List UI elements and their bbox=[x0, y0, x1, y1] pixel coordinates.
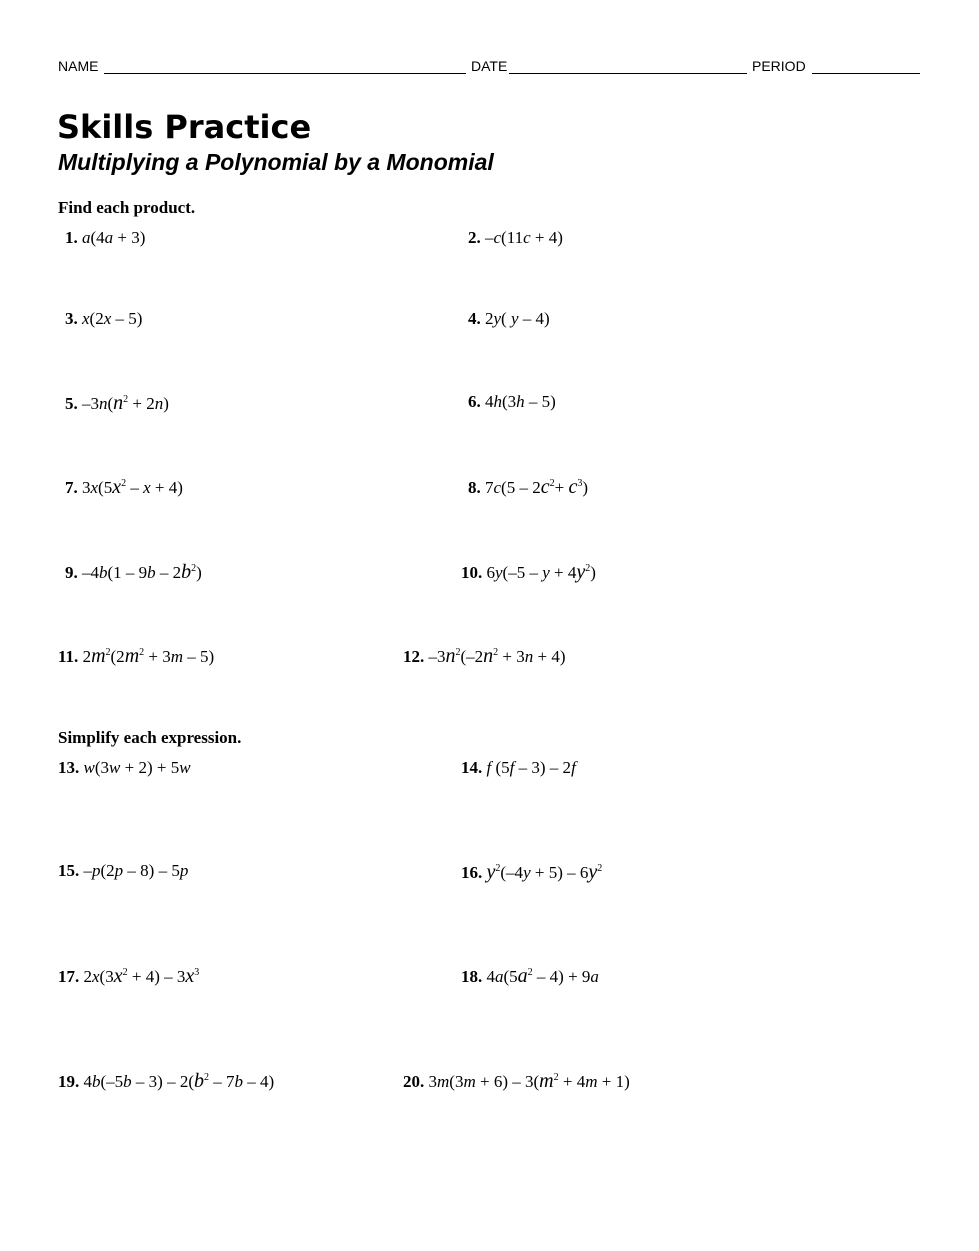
problem-expression: –c(11c + 4) bbox=[485, 228, 563, 247]
problem-expression: 2y( y – 4) bbox=[485, 309, 550, 328]
period-label: PERIOD bbox=[752, 58, 806, 74]
problem-number: 17. bbox=[58, 967, 80, 986]
name-label: NAME bbox=[58, 58, 99, 74]
problem-expression: $-3n(n^2 + 2n)$ bbox=[82, 392, 169, 414]
problem-number: 11. bbox=[58, 647, 79, 666]
problem-1 bbox=[65, 228, 145, 248]
page-title: Skills Practice bbox=[57, 108, 312, 146]
problem-expression: $2m^2(2m^2 + 3m - 5)$ bbox=[82, 645, 215, 667]
problem-number: 6. bbox=[468, 392, 481, 411]
problem-number: 4. bbox=[468, 309, 481, 328]
problem-expression: $3x(5x^2 - x + 4)$ bbox=[82, 476, 183, 498]
problem-expression: w(3w + 2) + 5w bbox=[83, 758, 191, 777]
problem-expression: $7c(5 - 2c^2+ c^3)$ bbox=[485, 476, 589, 498]
problem-6 bbox=[468, 392, 556, 412]
problem-16 bbox=[461, 861, 602, 884]
problem-7 bbox=[65, 476, 183, 499]
problem-expression: a(4a + 3) bbox=[82, 228, 146, 247]
problem-expression: $-3n^2(-2n^2 + 3n + 4)$ bbox=[428, 645, 566, 667]
problem-expression: x(2x – 5) bbox=[82, 309, 143, 328]
date-blank bbox=[509, 73, 747, 74]
problem-2 bbox=[468, 228, 563, 248]
problem-5 bbox=[65, 392, 169, 415]
problem-8 bbox=[468, 476, 588, 499]
section-heading-find-product: Find each product. bbox=[58, 198, 196, 217]
problem-number: 3. bbox=[65, 309, 78, 328]
problem-expression: $y^2(-4y + 5) - 6y^2$ bbox=[486, 861, 603, 883]
problem-12 bbox=[403, 645, 566, 668]
problem-expression: $6y(-5 - y + 4y^2)$ bbox=[486, 561, 596, 583]
problem-3 bbox=[65, 309, 142, 329]
problem-13 bbox=[58, 758, 191, 778]
problem-expression: $-4b(1 - 9b - 2b^2)$ bbox=[82, 561, 202, 583]
problem-number: 16. bbox=[461, 863, 483, 882]
problem-expression: $4a(5a^2 - 4) + 9a$ bbox=[486, 965, 599, 987]
problem-number: 15. bbox=[58, 861, 80, 880]
problem-number: 10. bbox=[461, 563, 483, 582]
student-info-header bbox=[58, 56, 922, 76]
problem-expression: $2x(3x^2 + 4) - 3x^3$ bbox=[83, 965, 200, 987]
problem-number: 7. bbox=[65, 478, 78, 497]
problem-19 bbox=[58, 1070, 274, 1093]
problem-18 bbox=[461, 965, 599, 988]
problem-11 bbox=[58, 645, 214, 668]
problem-expression: $3m(3m + 6) - 3(m^2 + 4m + 1)$ bbox=[428, 1070, 630, 1092]
problem-expression: f (5f – 3) – 2f bbox=[486, 758, 576, 777]
date-label: DATE bbox=[471, 58, 508, 74]
problem-number: 5. bbox=[65, 394, 78, 413]
problem-number: 19. bbox=[58, 1072, 80, 1091]
problem-4 bbox=[468, 309, 550, 329]
problem-number: 14. bbox=[461, 758, 483, 777]
problem-number: 9. bbox=[65, 563, 78, 582]
problem-number: 2. bbox=[468, 228, 481, 247]
problem-number: 18. bbox=[461, 967, 483, 986]
problem-number: 1. bbox=[65, 228, 78, 247]
page-subtitle: Multiplying a Polynomial by a Monomial bbox=[58, 149, 494, 175]
problem-expression: 4h(3h – 5) bbox=[485, 392, 556, 411]
problem-number: 12. bbox=[403, 647, 425, 666]
section-heading-simplify: Simplify each expression. bbox=[58, 728, 242, 747]
period-blank bbox=[812, 73, 920, 74]
problem-expression: $4b(-5b - 3) - 2(b^2 - 7b - 4)$ bbox=[83, 1070, 275, 1092]
problem-14 bbox=[461, 758, 576, 778]
problem-10 bbox=[461, 561, 596, 584]
problem-17 bbox=[58, 965, 199, 988]
problem-number: 8. bbox=[468, 478, 481, 497]
problem-15 bbox=[58, 861, 188, 881]
name-blank bbox=[104, 73, 466, 74]
problem-number: 20. bbox=[403, 1072, 425, 1091]
problem-9 bbox=[65, 561, 202, 584]
problem-20 bbox=[403, 1070, 630, 1093]
problem-expression: –p(2p – 8) – 5p bbox=[83, 861, 189, 880]
problem-number: 13. bbox=[58, 758, 80, 777]
